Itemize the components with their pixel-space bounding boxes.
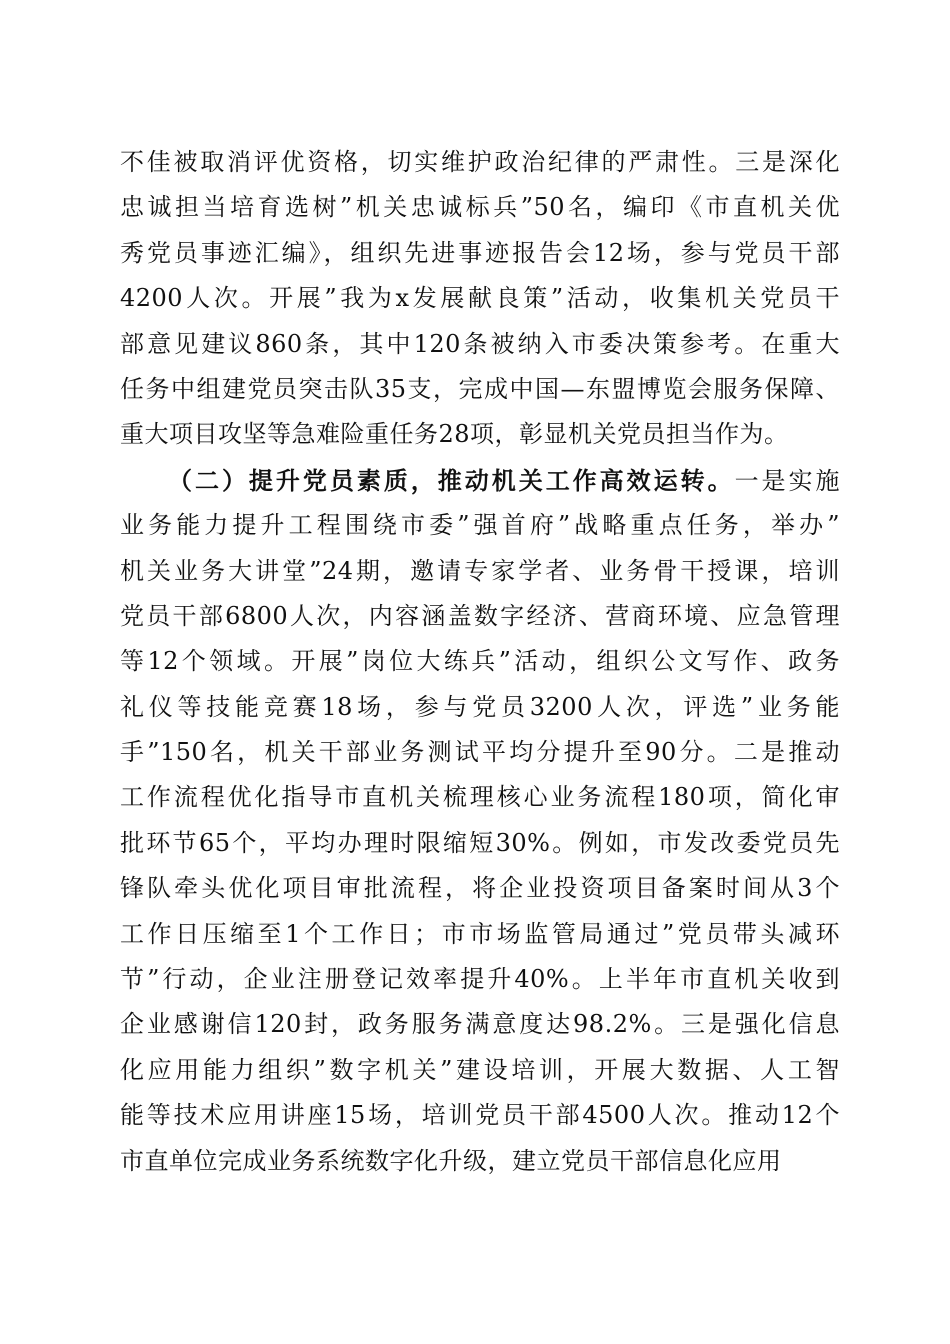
text-line: 能等技术应用讲座15场，培训党员干部4500人次。推动12个 [120,1101,840,1130]
text-line: 企业感谢信120封，政务服务满意度达98.2%。三是强化信息 [120,1010,840,1039]
text-line: 秀党员事迹汇编》，组织先进事迹报告会12场，参与党员干部 [120,238,840,267]
text-line: 市直单位完成业务系统数字化升级，建立党员干部信息化应用 [120,1146,782,1175]
text-line: 工作日压缩至1个工作日；市市场监管局通过”党员带头减环 [120,919,840,948]
text-line: 批环节65个，平均办理时限缩短30%。例如，市发改委党员先 [120,828,840,857]
text-line: 重大项目攻坚等急难险重任务28项，彰显机关党员担当作为。 [120,420,789,449]
text-line: 化应用能力组织”数字机关”建设培训，开展大数据、人工智 [120,1055,840,1084]
text-line: 4200人次。开展”我为x发展献良策”活动，收集机关党员干 [120,284,840,313]
text-line: 机关业务大讲堂”24期，邀请专家学者、业务骨干授课，培训 [120,556,840,585]
text-line: 忠诚担当培育选树”机关忠诚标兵”50名，编印《市直机关优 [120,193,840,222]
text-line: 工作流程优化指导市直机关梳理核心业务流程180项，简化审 [120,783,840,812]
body-text [120,140,840,1184]
text-line: 锋队牵头优化项目审批流程，将企业投资项目备案时间从3个 [120,874,840,903]
text-line: 部意见建议860条，其中120条被纳入市委决策参考。在重大 [120,329,840,358]
section-heading-rest: 一是实施 [734,466,840,495]
text-line: 节”行动，企业注册登记效率提升40%。上半年市直机关收到 [120,965,840,994]
section-heading: （二）提升党员素质，推动机关工作高效运转。 [168,465,735,495]
text-line: 党员干部6800人次，内容涵盖数字经济、营商环境、应急管理 [120,601,840,630]
text-line: 礼仪等技能竞赛18场，参与党员3200人次，评选”业务能 [120,692,840,721]
text-line: 手”150名，机关干部业务测试平均分提升至90分。二是推动 [120,738,840,767]
section-heading-line [120,458,840,503]
text-line: 不佳被取消评优资格，切实维护政治纪律的严肃性。三是深化 [120,148,840,176]
text-line: 业务能力提升工程围绕市委”强首府”战略重点任务，举办” [120,511,840,540]
text-line: 任务中组建党员突击队35支，完成中国—东盟博览会服务保障、 [120,374,840,403]
text-line: 等12个领域。开展”岗位大练兵”活动，组织公文写作、政务 [120,647,840,676]
